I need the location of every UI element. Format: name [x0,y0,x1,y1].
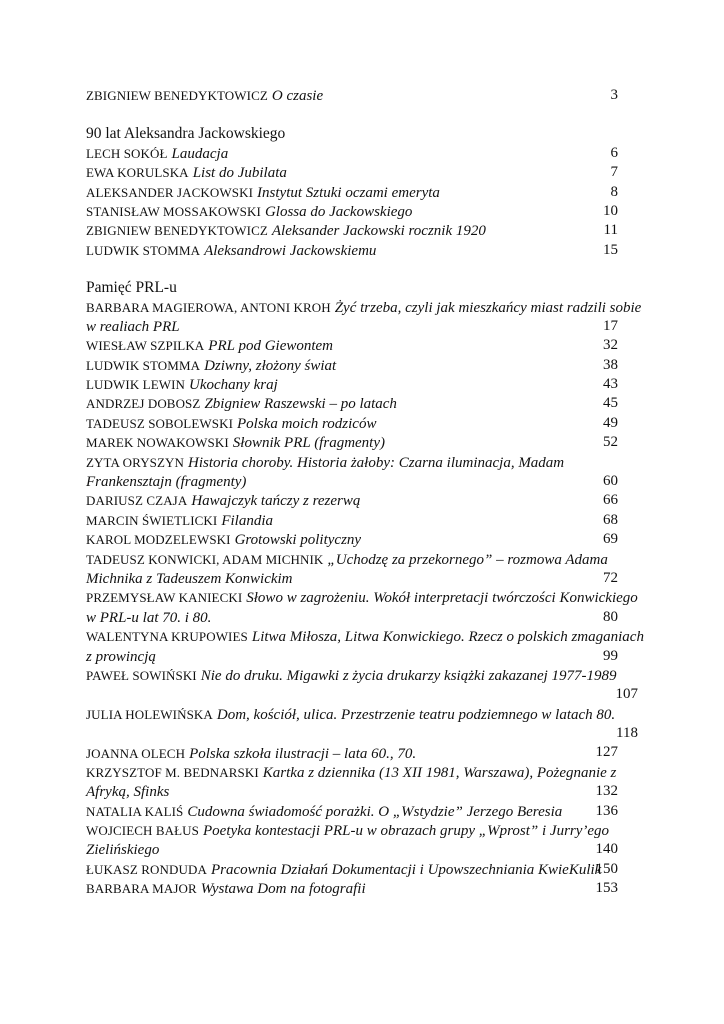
entry-title: Polska szkoła ilustracji – lata 60., 70. [189,745,417,762]
entry-page-number: 38 [603,356,618,373]
entry-page-number: 52 [603,434,618,451]
entry-title: Hawajczyk tańczy z rezerwą [191,493,361,510]
entry-page-number: 8 [610,183,618,200]
entry-title: Laudacja [171,145,229,162]
entry-author: ZBIGNIEW BENEDYKTOWICZ [86,223,268,239]
entry-author: ALEKSANDER JACKOWSKI [86,184,254,200]
entry-page-number: 60 [603,473,618,490]
entry-page-number: 66 [603,492,618,509]
entry-title: Cudowna świadomość porażki. O „Wstydzie” Jerzego Beresia [187,803,563,820]
toc-entry [86,511,638,530]
entry-page-number: 69 [603,531,618,548]
entry-page-number: 32 [603,337,618,354]
entry-title: „Uchodzę za przekornego” – rozmowa Adama [327,551,608,568]
entry-title: Instytut Sztuki oczami emeryta [257,184,440,201]
entry-title: Litwa Miłosza, Litwa Konwickiego. Rzecz o polskich zmaganiach [251,629,644,646]
toc-entry [86,491,638,510]
toc-entry [86,453,638,492]
toc-entry [86,221,638,240]
toc-entry [86,588,638,627]
entry-page-number: 80 [603,608,618,625]
entry-title: Aleksander Jackowski rocznik 1920 [271,223,486,240]
entry-title: Wystawa Dom na fotografii [200,881,366,898]
entry-title: Poetyka kontestacji PRL-u w obrazach grupy „Wprost” i Jurry’ego [203,823,610,840]
entry-page-number: 11 [603,222,618,239]
entry-author: DARIUSZ CZAJA [86,493,188,509]
entry-title: Nie do druku. Migawki z życia drukarzy książki zakazanej 1977-1989 [200,667,617,684]
toc-entry [86,821,638,860]
entry-title: Glossa do Jackowskiego [264,203,413,220]
toc-entry [86,298,642,337]
section-heading: Pamięć PRL-u [86,279,177,297]
entry-title: Grotowski polityczny [234,532,362,549]
entry-title: Historia choroby. Historia żałoby: Czarna iluminacja, Madam [188,454,565,471]
entry-title-continued: w realiach PRL [86,318,180,335]
toc-entry [86,879,638,898]
toc-entry [86,550,638,589]
toc-entry [86,336,638,355]
entry-author: STANISŁAW MOSSAKOWSKI [86,203,261,219]
entry-author: BARBARA MAGIEROWA, ANTONI KROH [86,299,331,315]
entry-author: LUDWIK LEWIN [86,377,186,393]
entry-author: ZYTA ORYSZYN [86,454,185,470]
entry-page-number: 3 [610,86,618,103]
entry-title-continued: Michnika z Tadeuszem Konwickim [86,570,293,587]
entry-title: PRL pod Giewontem [208,338,334,355]
toc-entry [86,627,644,666]
entry-page-number: 7 [610,164,618,181]
toc-entry [86,241,638,260]
toc-entry [86,744,638,763]
entry-title: Filandia [221,512,273,529]
entry-title: Polska moich rodziców [237,415,377,432]
toc-entry [86,163,638,182]
toc-sections [86,124,644,898]
toc-entry [86,356,638,375]
entry-page-number: 118 [616,725,638,742]
toc-entry [86,530,638,549]
entry-author: JULIA HOLEWIŃSKA [86,706,213,722]
entry-page-number: 107 [615,686,638,703]
entry-title-continued: w PRL-u lat 70. i 80. [86,609,212,626]
entry-title: O czasie [271,88,324,104]
entry-page-number: 99 [603,647,618,664]
entry-title: Pracownia Działań Dokumentacji i Upowszechniania KwieKulik [210,861,602,878]
entry-title: Zbigniew Raszewski – po latach [204,396,397,413]
entry-author: ANDRZEJ DOBOSZ [86,396,201,412]
entry-page-number: 127 [595,744,618,761]
entry-author: ŁUKASZ RONDUDA [86,861,207,877]
entry-page-number: 140 [595,841,618,858]
entry-author: WALENTYNA KRUPOWIES [86,629,248,645]
entry-author: MARCIN ŚWIETLICKI [86,512,218,528]
entry-page-number: 43 [603,376,618,393]
entry-author: LUDWIK STOMMA [86,242,201,258]
entry-page-number: 132 [595,783,618,800]
entry-title: Słownik PRL (fragmenty) [232,435,386,452]
entry-title: Dom, kościół, ulica. Przestrzenie teatru podziemnego w latach 80. [216,706,616,723]
entry-title: Kartka z dziennika (13 XII 1981, Warszawa), Pożegnanie z [262,764,617,781]
entry-page-number: 15 [603,241,618,258]
toc-entry [86,802,638,821]
section-heading: 90 lat Aleksandra Jackowskiego [86,125,286,143]
entry-page-number: 49 [603,414,618,431]
entry-title: List do Jubilata [192,165,287,182]
toc-entry [86,414,638,433]
toc-entry [86,860,638,879]
entry-author: LUDWIK STOMMA [86,357,201,373]
entry-title-continued: z prowincją [86,648,156,665]
entry-author: KRZYSZTOF M. BEDNARSKI [86,764,259,780]
entry-author: TADEUSZ KONWICKI, ADAM MICHNIK [86,551,324,567]
entry-author: TADEUSZ SOBOLEWSKI [86,415,234,431]
toc-entry [86,144,638,163]
toc-entry [86,705,638,744]
entry-page-number: 136 [595,802,618,819]
entry-author: LECH SOKÓŁ [86,145,168,161]
entry-author: EWA KORULSKA [86,165,189,181]
entry-title: Dziwny, złożony świat [204,357,337,374]
toc-entry [86,202,638,221]
entry-page-number: 150 [595,860,618,877]
entry-page-number: 6 [610,144,618,161]
entry-page-number: 17 [603,317,618,334]
toc-entry-intro [86,86,638,105]
toc-entry [86,394,638,413]
entry-author: JOANNA OLECH [86,745,186,761]
toc-entry [86,763,638,802]
entry-title-continued: Frankensztajn (fragmenty) [86,474,247,491]
toc-entry [86,183,638,202]
entry-page-number: 68 [603,511,618,528]
entry-title: Słowo w zagrożeniu. Wokół interpretacji twórczości Konwickiego [246,590,638,607]
toc-entry [86,666,638,705]
toc-entry [86,433,638,452]
entry-title: Żyć trzeba, czyli jak mieszkańcy miast radzili sobie [334,299,642,316]
entry-page-number: 72 [603,569,618,586]
entry-title-continued: Afryką, Sfinks [86,784,170,801]
entry-page-number: 153 [595,880,618,897]
entry-author: WOJCIECH BAŁUS [86,823,199,839]
entry-title: Aleksandrowi Jackowskiemu [204,242,377,259]
entry-title-continued: Zielińskiego [86,842,160,859]
entry-author: MAREK NOWAKOWSKI [86,435,229,451]
entry-author: ZBIGNIEW BENEDYKTOWICZ [86,88,268,103]
entry-title: Ukochany kraj [189,377,278,394]
entry-author: WIESŁAW SZPILKA [86,338,205,354]
entry-author: KAROL MODZELEWSKI [86,532,231,548]
entry-author: PRZEMYSŁAW KANIECKI [86,590,243,606]
entry-page-number: 45 [603,395,618,412]
entry-author: PAWEŁ SOWIŃSKI [86,667,197,683]
toc-entry [86,375,638,394]
entry-author: BARBARA MAJOR [86,881,197,897]
entry-page-number: 10 [603,202,618,219]
entry-author: NATALIA KALIŚ [86,803,184,819]
